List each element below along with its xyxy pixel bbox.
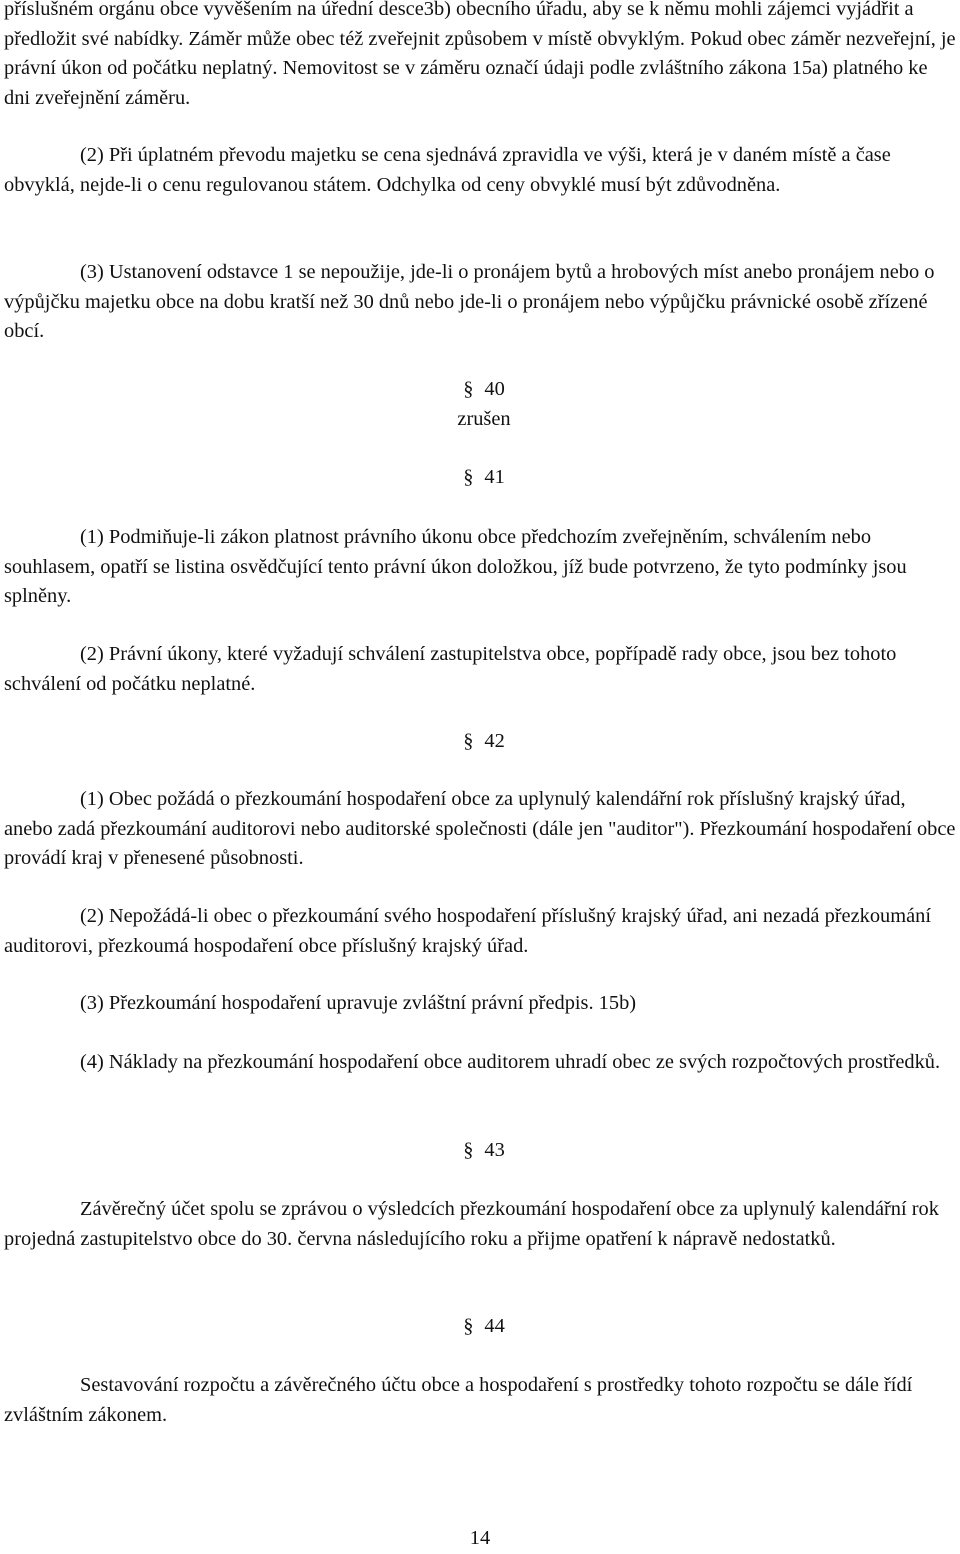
- paragraph-text: (2) Právní úkony, které vyžadují schválení zastupitelstva obce, popřípadě rady obce, jsou bez tohoto schválení od počátku neplatné.: [4, 643, 897, 695]
- section-number: 44: [484, 1315, 505, 1337]
- section-heading-42: [4, 727, 960, 757]
- paragraph-continuation: [4, 0, 958, 113]
- paragraph-42-4: [4, 1048, 958, 1078]
- paragraph-text: (4) Náklady na přezkoumání hospodaření obce auditorem uhradí obec ze svých rozpočtových prostředků.: [80, 1051, 941, 1073]
- paragraph-41-1: [4, 523, 958, 612]
- paragraph-text: (1) Podmiňuje-li zákon platnost právního úkonu obce předchozím zveřejněním, schválením nebo souhlasem, opatří se listina osvědčující tento právní úkon doložkou, jíž bude potvrzeno, že tyto podmínky jsou splněny.: [4, 526, 907, 608]
- section-number: 41: [484, 466, 505, 488]
- section-sign: §: [463, 378, 474, 400]
- paragraph-text: (3) Přezkoumání hospodaření upravuje zvláštní právní předpis. 15b): [80, 992, 637, 1014]
- page-number: 14: [469, 1527, 491, 1549]
- paragraph-text: (2) Při úplatném převodu majetku se cena sjednává zpravidla ve výši, která je v daném místě a čase obvyklá, nejde-li o cenu regulovanou státem. Odchylka od ceny obvyklé musí být zdůvodněna.: [4, 144, 891, 196]
- paragraph-text: (3) Ustanovení odstavce 1 se nepoužije, jde-li o pronájem bytů a hrobových míst anebo pronájem nebo o výpůjčku majetku obce na dobu kratší než 30 dnů nebo jde-li o pronájem nebo výpůjčku právnické osobě zřízené obcí.: [4, 261, 935, 343]
- section-sign: §: [463, 1139, 474, 1161]
- section-sign: §: [463, 1315, 474, 1337]
- section-heading-44: [4, 1312, 960, 1342]
- paragraph-41-2: [4, 640, 958, 699]
- paragraph-39-2: [4, 141, 958, 200]
- section-heading-40: [4, 375, 960, 405]
- paragraph-42-1: [4, 785, 958, 874]
- section-heading-43: [4, 1136, 960, 1166]
- section-number: 40: [484, 378, 505, 400]
- section-sign: §: [463, 466, 474, 488]
- paragraph-text: (1) Obec požádá o přezkoumání hospodaření obce za uplynulý kalendářní rok příslušný krajský úřad, anebo zadá přezkoumání auditorovi nebo auditorské společnosti (dále jen "auditor"). Přezkoumání hospodaření obce provádí kraj v přenesené působnosti.: [4, 788, 956, 870]
- paragraph-text: Závěrečný účet spolu se zprávou o výsledcích přezkoumání hospodaření obce za uplynulý kalendářní rok projedná zastupitelstvo obce do 30. června následujícího roku a přijme opatření k nápravě nedostatků.: [4, 1198, 939, 1250]
- section-sign: §: [463, 730, 474, 752]
- paragraph-text: (2) Nepožádá-li obec o přezkoumání svého hospodaření příslušný krajský úřad, ani nezadá přezkoumání auditorovi, přezkoumá hospodaření obce příslušný krajský úřad.: [4, 905, 932, 957]
- paragraph-44: [4, 1371, 958, 1430]
- section-note-repealed: zrušen: [457, 408, 511, 430]
- paragraph-43: [4, 1195, 958, 1254]
- paragraph-42-3: [4, 989, 958, 1019]
- section-number: 42: [484, 730, 505, 752]
- paragraph-42-2: [4, 902, 958, 961]
- paragraph-text: Sestavování rozpočtu a závěrečného účtu obce a hospodaření s prostředky tohoto rozpočtu se dále řídí zvláštním zákonem.: [4, 1374, 913, 1426]
- section-heading-41: [4, 463, 960, 493]
- paragraph-39-3: [4, 258, 958, 347]
- section-number: 43: [484, 1139, 505, 1161]
- paragraph-text: příslušném orgánu obce vyvěšením na úřední desce3b) obecního úřadu, aby se k němu mohli zájemci vyjádřit a předložit své nabídky. Záměr může obec též zveřejnit způsobem v místě obvyklým. Pokud obec záměr nezveřejní, je právní úkon od počátku neplatný. Nemovitost se v záměru označí údaji podle zvláštního zákona 15a) platného ke dni zveřejnění záměru.: [4, 0, 956, 109]
